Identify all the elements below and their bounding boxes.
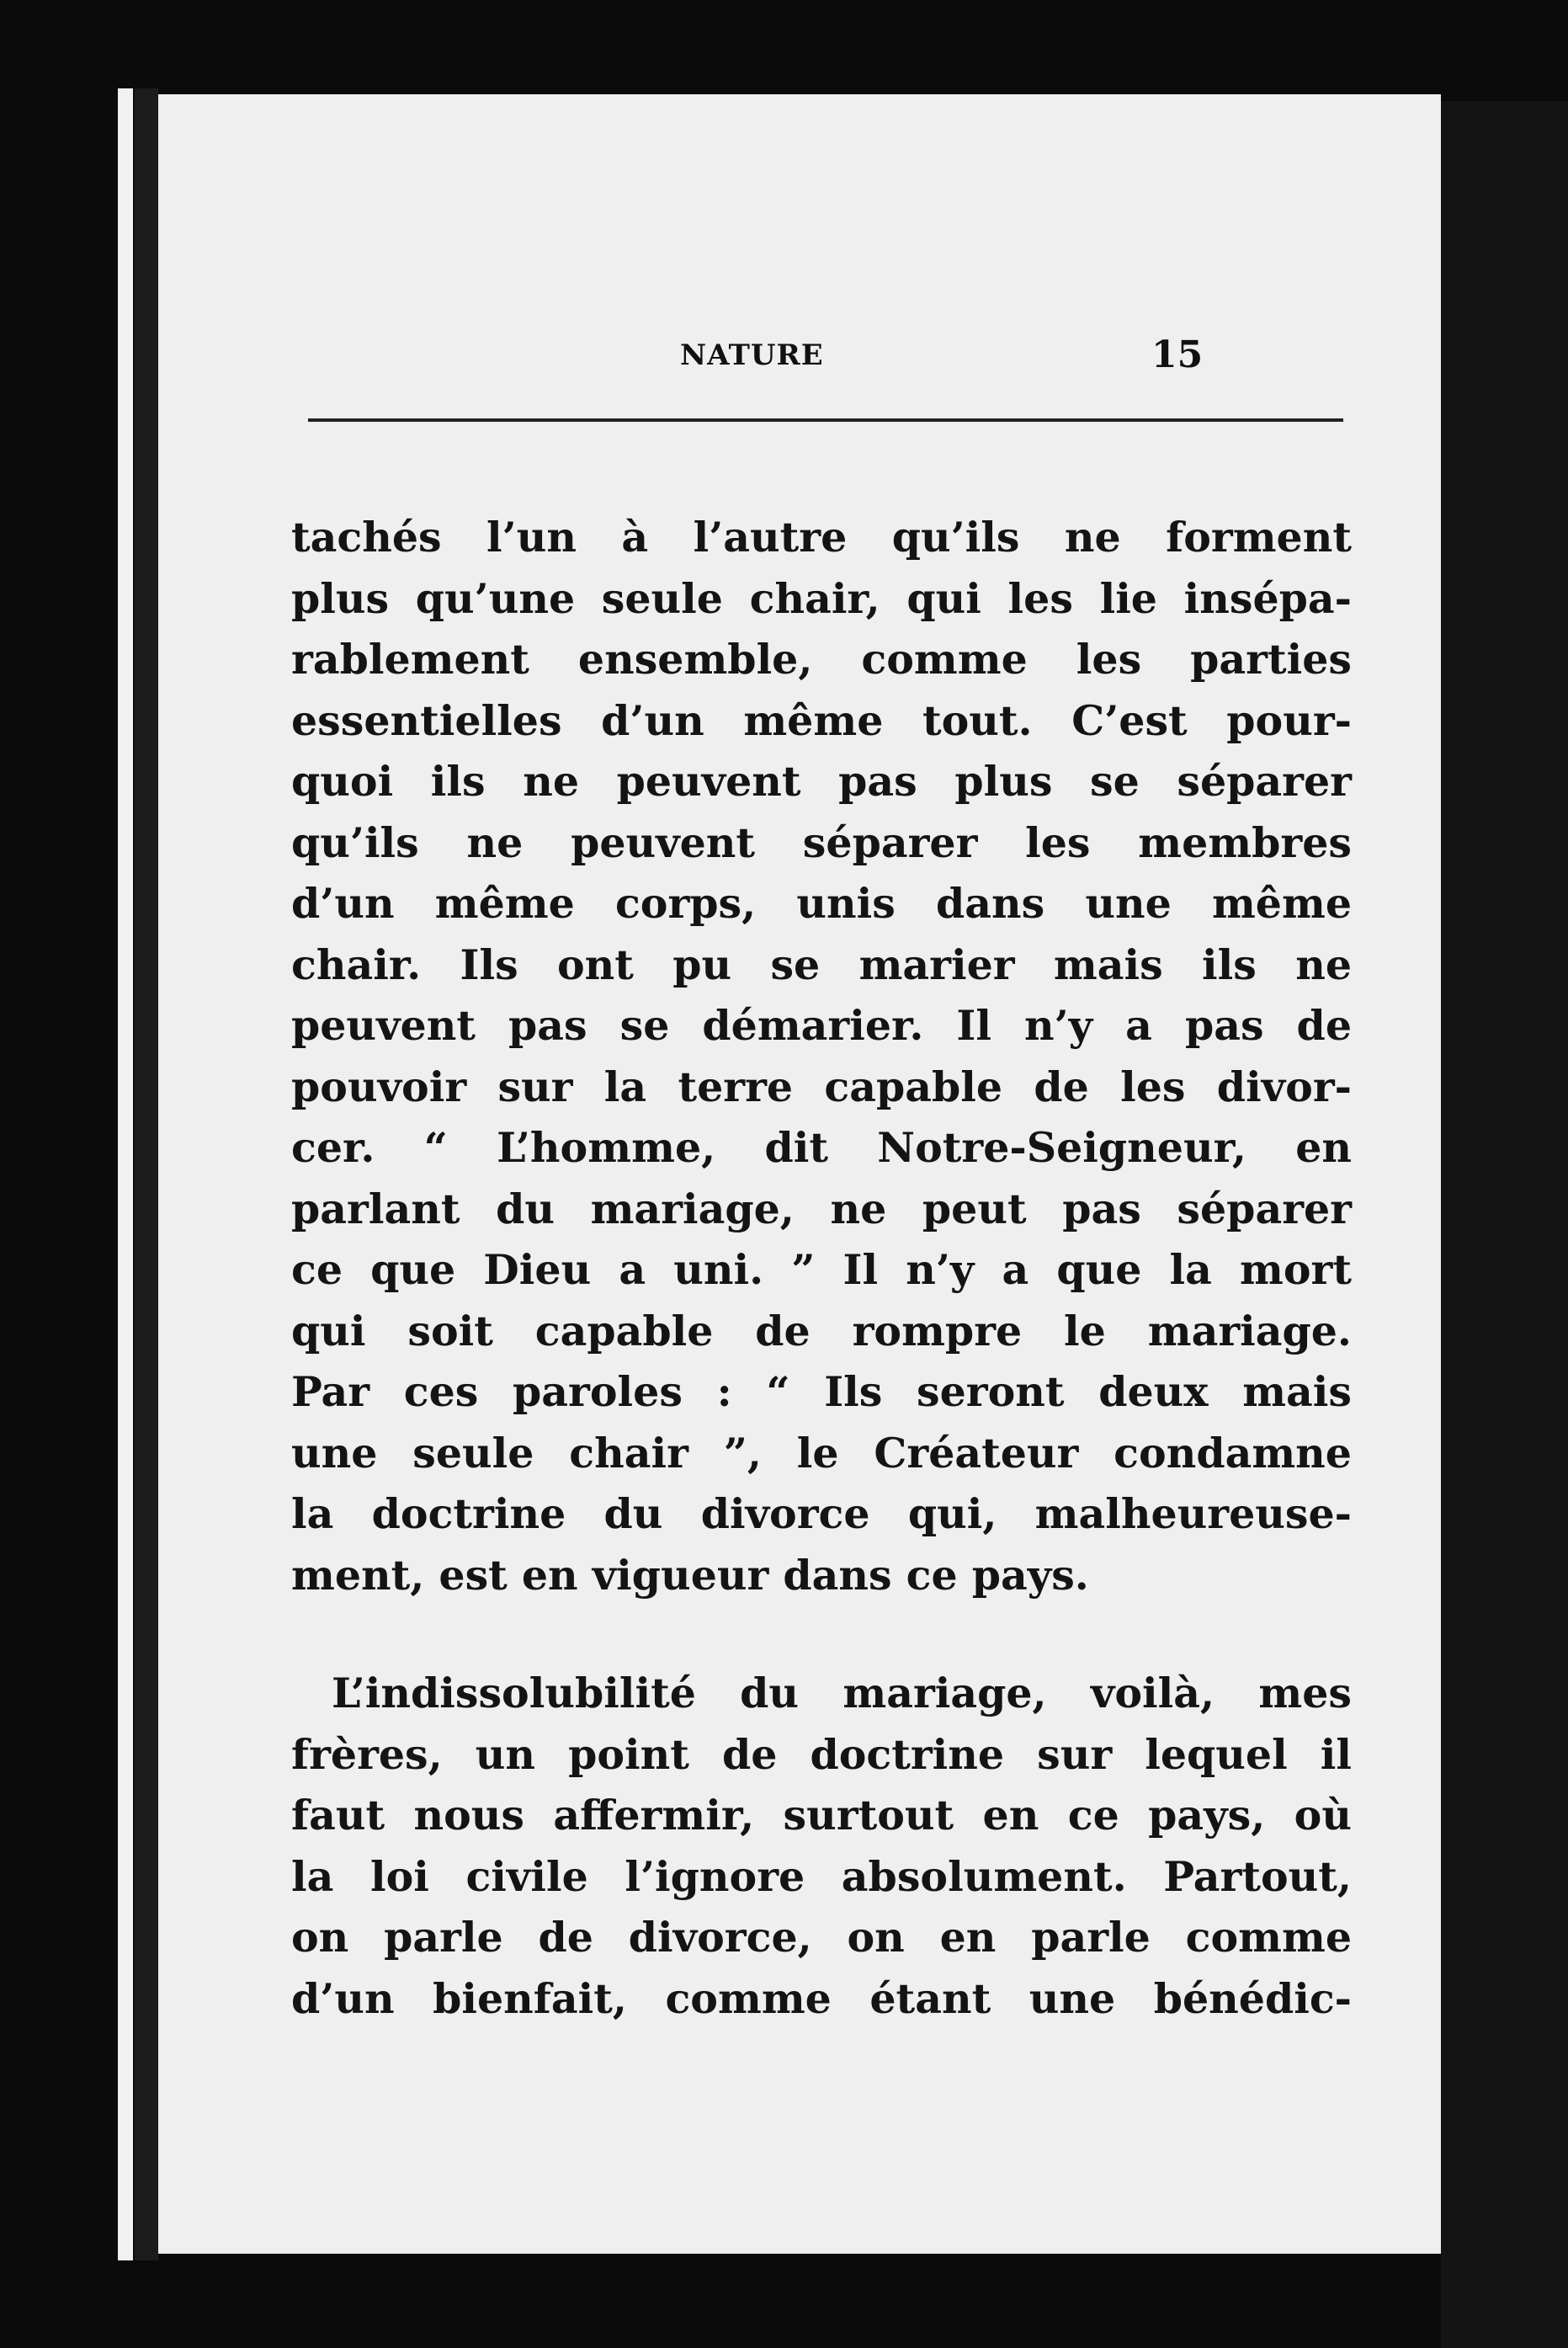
text-line: chair. Ils ont pu se marier mais ils ne	[291, 940, 1352, 989]
page-binding-edge	[118, 88, 133, 2260]
text-line: qu’ils ne peuvent séparer les membres	[291, 817, 1352, 867]
text-line: la loi civile l’ignore absolument. Partout,	[291, 1851, 1352, 1901]
text-line: tachés l’un à l’autre qu’ils ne forment	[291, 513, 1352, 562]
page-number: 15	[1151, 333, 1204, 376]
running-head	[158, 333, 1441, 389]
paragraph-gap	[291, 1605, 1352, 1663]
text-line: pouvoir sur la terre capable de les divor-	[291, 1062, 1352, 1111]
book-page	[158, 94, 1441, 2254]
text-line: cer. “ L’homme, dit Notre-Seigneur, en	[291, 1123, 1352, 1172]
text-line: qui soit capable de rompre le mariage.	[291, 1306, 1352, 1355]
text-line: une seule chair ”, le Créateur condamne	[291, 1428, 1352, 1477]
text-line: ment, est en vigueur dans ce pays.	[291, 1550, 1089, 1600]
paragraph-1	[291, 507, 1352, 1605]
text-line: d’un même corps, unis dans une même	[291, 879, 1352, 928]
text-line: L’indissolubilité du mariage, voilà, mes	[332, 1669, 1352, 1717]
book-binding	[135, 88, 158, 2260]
text-line: quoi ils ne peuvent pas plus se séparer	[291, 757, 1352, 806]
text-line: frères, un point de doctrine sur lequel il	[291, 1729, 1352, 1779]
book-right-edge	[1441, 101, 1568, 2348]
text-line: peuvent pas se démarier. Il n’y a pas de	[291, 1001, 1352, 1050]
paragraph-2	[291, 1663, 1352, 2029]
body-text	[291, 507, 1352, 2029]
running-head-title: NATURE	[680, 338, 824, 372]
text-line: ce que Dieu a uni. ” Il n’y a que la mort	[291, 1245, 1352, 1294]
text-line: faut nous affermir, surtout en ce pays, où	[291, 1791, 1352, 1840]
header-rule	[308, 418, 1343, 422]
text-line: essentielles d’un même tout. C’est pour-	[291, 695, 1352, 745]
text-line: on parle de divorce, on en parle comme	[291, 1913, 1352, 1962]
text-line: plus qu’une seule chair, qui les lie insépa-	[291, 573, 1352, 623]
text-line: rablement ensemble, comme les parties	[291, 635, 1352, 684]
text-line: la doctrine du divorce qui, malheureuse-	[291, 1489, 1352, 1538]
text-line: parlant du mariage, ne peut pas séparer	[291, 1184, 1352, 1233]
text-line: d’un bienfait, comme étant une bénédic-	[291, 1973, 1352, 2023]
text-line: Par ces paroles : “ Ils seront deux mais	[291, 1367, 1352, 1416]
